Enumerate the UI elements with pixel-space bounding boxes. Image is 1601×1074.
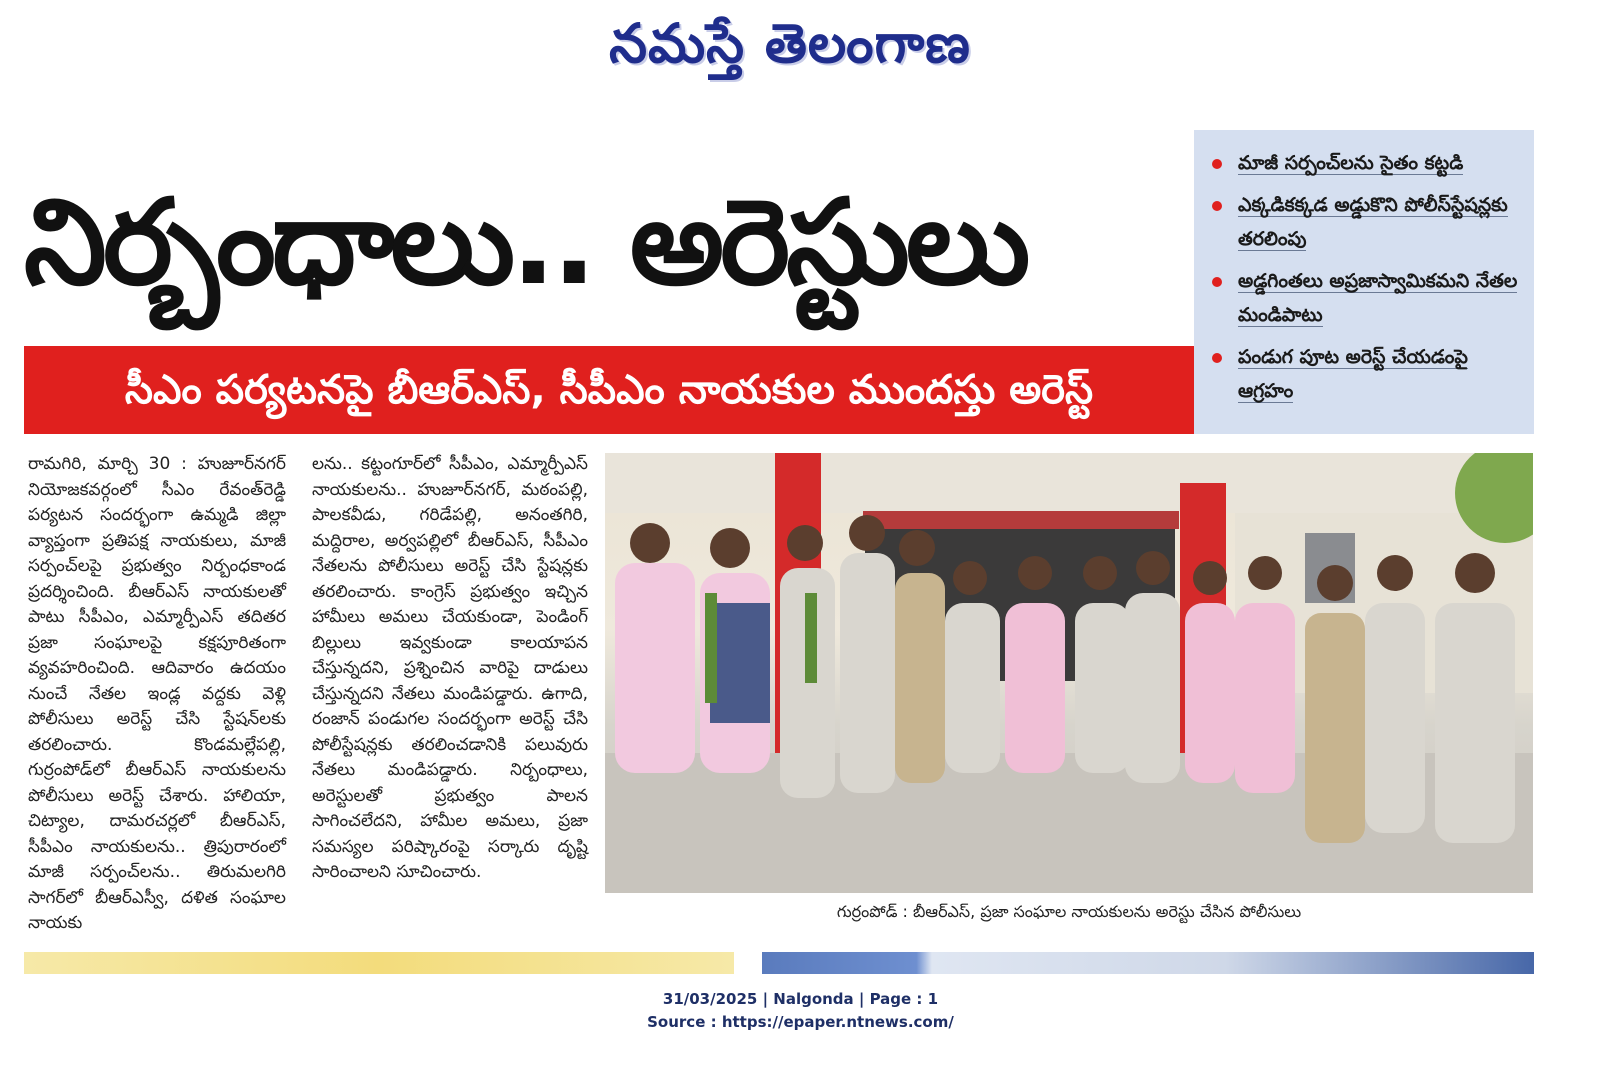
article-column-2 bbox=[312, 452, 588, 942]
article-text: లను.. కట్టంగూర్‌లో సీపీఎం, ఎమ్మార్పీఎస్ నాయకులను.. హుజూర్‌నగర్, మఠంపల్లి, పాలకవీడు, గరిడేపల్లి, అనంతగిరి, మద్దిరాల, అర్వపల్లిలో బీఆర్ఎస్, సీపీఎం నేతలను పోలీసులు అరెస్ట్ చేసి స్టేషన్లకు తరలించారు. కాంగ్రెస్ ప్రభుత్వం ఇచ్చిన హామీలు అమలు చేయకుండా, పెండింగ్ బిల్లులు ఇవ్వకుండా కాలయాపన చేస్తున్నదని, ప్రశ్నించిన వారిపై దాడులు చేస్తున్నదని నేతలు మండిపడ్డారు. ఉగాది, రంజాన్ పండుగల సందర్భంగా అరెస్ట్ చేసి పోలీస్టేషన్లకు తరలించడానికి పలువురు నేతలు మండిపడ్డారు. నిర్బంధాలు, అరెస్టులతో ప్రభుత్వం పాలన సాగించలేదని, హామీల అమలు, ప్రజా సమస్యల పరిష్కారంపై సర్కారు దృష్టి సారించాలని సూచించారు. bbox=[312, 454, 588, 882]
red-bullet-icon bbox=[1212, 353, 1222, 363]
group-photo-illustration bbox=[605, 453, 1533, 893]
next-photo-strip bbox=[762, 952, 1534, 974]
article-text: రామగిరి, మార్చి 30 : హుజూర్‌నగర్ నియోజకవర్గంలో సీఎం రేవంత్‌రెడ్డి పర్యటన సందర్భంగా ఉమ్మడి జిల్లా వ్యాప్తంగా ప్రతిపక్ష నాయకులు, మాజీ సర్పంచ్‌లపై ప్రభుత్వం నిర్బంధకాండ ప్రదర్శించింది. బీఆర్ఎస్ నాయకులతో పాటు సీపీఎం, ఎమ్మార్పీఎస్ తదితర ప్రజా సంఘాలపై కక్షపూరితంగా వ్యవహరించింది. ఆదివారం ఉదయం నుంచే నేతల ఇండ్ల వద్దకు వెళ్లి పోలీసులు అరెస్ట్ చేసి స్టేషన్‌లకు తరలించారు. కొండమల్లేపల్లి, గుర్రంపోడ్‌లో బీఆర్ఎస్ నాయకులను పోలీసులు అరెస్ట్ చేశారు. హాలియా, చిట్యాల, దామరచర్లలో బీఆర్ఎస్, సీపీఎం నాయకులను.. త్రిపురారంలో మాజీ సర్పంచ్‌లను.. తిరుమలగిరి సాగర్‌లో బీఆర్ఎస్వీ, దళిత సంఘాల నాయకు bbox=[28, 454, 286, 933]
newspaper-masthead: నమస్తే తెలంగాణ bbox=[609, 12, 971, 75]
red-bullet-icon bbox=[1212, 159, 1222, 169]
highlight-text: పండుగ పూట అరెస్ట్ చేయడంపై ఆగ్రహం bbox=[1238, 346, 1468, 402]
highlight-item bbox=[1206, 340, 1524, 408]
article-column-1 bbox=[28, 452, 286, 942]
footer-source-link[interactable]: Source : https://epaper.ntnews.com/ bbox=[647, 1013, 954, 1031]
subheadline-banner: సీఎం పర్యటనపై బీఆర్ఎస్, సీపీఎం నాయకుల ముందస్తు అరెస్ట్ bbox=[24, 346, 1194, 434]
headline: నిర్బంధాలు.. అరెస్టులు bbox=[24, 173, 1027, 311]
page-footer bbox=[0, 988, 1601, 1034]
news-photo bbox=[605, 453, 1533, 893]
highlight-text: మాజీ సర్పంచ్‌లను సైతం కట్టడి bbox=[1238, 152, 1464, 174]
highlight-item bbox=[1206, 264, 1524, 332]
highlight-text: అడ్డగింతలు అప్రజాస్వామికమని నేతల మండిపాటు bbox=[1238, 270, 1518, 326]
highlights-box bbox=[1194, 130, 1534, 434]
photo-caption: గుర్రంపోడ్ : బీఆర్ఎస్, ప్రజా సంఘాల నాయకులను అరెస్టు చేసిన పోలీసులు bbox=[836, 902, 1302, 921]
red-bullet-icon bbox=[1212, 201, 1222, 211]
red-bullet-icon bbox=[1212, 277, 1222, 287]
highlight-item bbox=[1206, 188, 1524, 256]
highlight-text: ఎక్కడికక్కడ అడ్డుకొని పోలీస్‌స్టేషన్లకు తరలింపు bbox=[1238, 194, 1508, 250]
next-article-strip bbox=[24, 952, 734, 974]
highlight-item bbox=[1206, 146, 1524, 180]
highlights-list bbox=[1206, 146, 1524, 408]
footer-date-edition: 31/03/2025 | Nalgonda | Page : 1 bbox=[662, 990, 939, 1008]
